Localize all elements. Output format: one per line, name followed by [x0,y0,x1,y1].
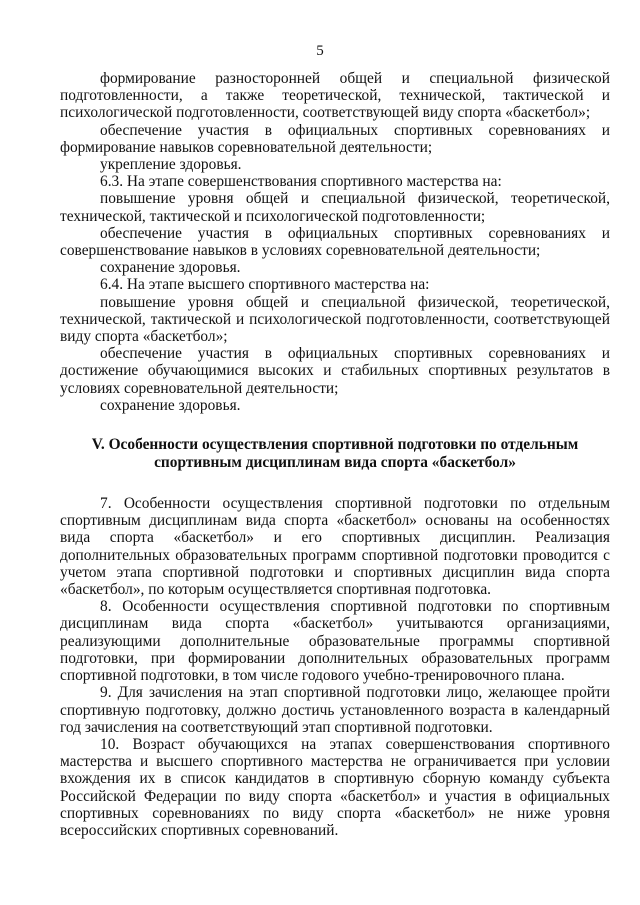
section-heading: V. Особенности осуществления спортивной подготовки по отдельным спортивным дисциплинам вида спорта «баскетбол» [91,436,579,472]
paragraph: укрепление здоровья. [100,156,242,174]
paragraph: 8. Особенности осуществления спортивной подготовки по спортивным дисциплинам вида спорта «баскетбол» учитываются организациями, реализующими дополнительные образовательные программы спортивной подготовки, при формировании дополнительных образовательных программ спортивной подготовки, в том числе годового учебно-тренировочного плана. [60,598,610,685]
paragraph: формирование разносторонней общей и специальной физической подготовленности, а также теоретической, технической, тактической и психологической подготовленности, соответствующей виду спорта «баскетбол»; [60,70,610,122]
paragraph: обеспечение участия в официальных спортивных соревнованиях и формирование навыков соревновательной деятельности; [60,121,610,156]
paragraph: повышение уровня общей и специальной физической, теоретической, технической, тактической и психологической подготовленности; [60,190,610,225]
paragraph: сохранение здоровья. [100,259,241,277]
paragraph: 9. Для зачисления на этап спортивной подготовки лицо, желающее пройти спортивную подготовку, должно достичь установленного возраста в календарный год зачисления на соответствующий этап спортивной подготовки. [60,684,610,736]
paragraph: 10. Возраст обучающихся на этапах совершенствования спортивного мастерства и высшего спортивного мастерства не ограничивается при условии вхождения их в список кандидатов в спортивную сборную команду субъекта Российской Федерации по виду спорта «баскетбол» и участия в официальных спортивных соревнованиях по виду спорта «баскетбол» не ниже уровня всероссийских спортивных соревнований. [60,735,610,839]
paragraph: сохранение здоровья. [100,396,241,414]
document-body [60,70,610,839]
paragraph: обеспечение участия в официальных спортивных соревнованиях и достижение обучающимися высоких и стабильных спортивных результатов в условиях соревновательной деятельности; [60,345,610,397]
paragraph: 6.3. На этапе совершенствования спортивного мастерства на: [100,173,502,191]
paragraph: 7. Особенности осуществления спортивной подготовки по отдельным спортивным дисциплинам вида спорта «баскетбол» основаны на особенностях вида спорта «баскетбол» и его спортивных дисциплин. Реализация дополнительных образовательных программ спортивной подготовки проводится с учетом этапа спортивной подготовки и спортивных дисциплин вида спорта «баскетбол», по которым осуществляется спортивная подготовка. [60,495,610,599]
paragraph: повышение уровня общей и специальной физической, теоретической, технической, тактической и психологической подготовленности, соответствующей виду спорта «баскетбол»; [60,293,610,346]
page-number: 5 [316,43,324,59]
paragraph: 6.4. На этапе высшего спортивного мастерства на: [100,276,430,294]
paragraph: обеспечение участия в официальных спортивных соревнованиях и совершенствование навыков в условиях соревновательной деятельности; [60,224,610,260]
